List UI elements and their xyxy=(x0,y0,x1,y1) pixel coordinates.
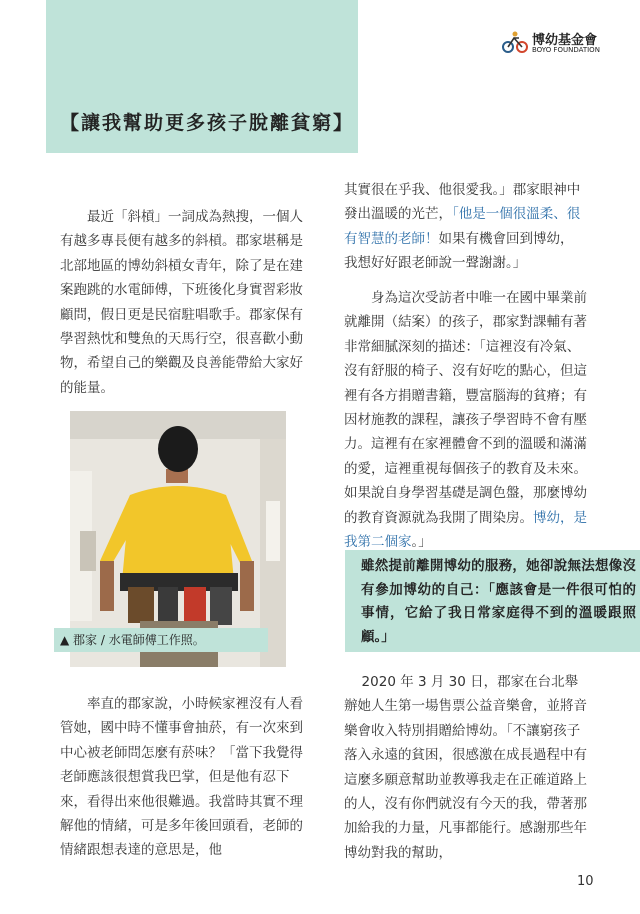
section-title: 【讓我幫助更多孩子脫離貧窮】 xyxy=(60,112,355,134)
pull-quote-box xyxy=(345,550,640,652)
boyo-bicycle-logo-icon xyxy=(502,30,528,54)
second-home-highlight: 博幼，是我第二個家 xyxy=(344,509,587,551)
story-paragraph: 率直的郡家說，小時候家裡沒有人看管她，國中時不懂事會抽菸，有一次來到中心被老師問怎麼有菸味？「當下我覺得老師應該很想賞我巴掌，但是他有忍下來，看得出來他很難過。我當時其實不理解他的情緒，可是多年後回頭看，老師的情緒跟想表達的意思是，他 xyxy=(60,696,303,859)
right-paragraph-1 xyxy=(344,178,586,276)
logo-subtitle: BOYO FOUNDATION xyxy=(532,46,600,54)
right-paragraph-3: 2020 年 3 月 30 日，郡家在台北舉辦她人生第一場售票公益音樂會，並將音樂會收入特別捐贈給博幼。「不讓窮孩子落入永遠的貧困，很感激在成長過程中有這麼多願意幫助並教導我走在正確道路上的人，沒有你們就沒有今天的我，帶著那加給我的力量，凡事都能行。感謝那些年博幼對我的幫助， xyxy=(344,674,587,861)
right-paragraph-2-text: 身為這次受訪者中唯一在國中畢業前就離開（結案）的孩子，郡家對課輔有著非常細膩深刻的描述：「這裡沒有冷氣、沒有舒服的椅子、沒有好吃的點心，但這裡有各方捐贈書籍，豐富腦海的貧瘠；有因材施教的課程，讓孩子學習時不會有壓力。這裡有在家裡體會不到的溫暖和滿滿的愛，這裡重視每個孩子的教育及未來。如果說自身學習基礎是調色盤，那麼博幼的教育資源就為我開了間染房。 xyxy=(344,290,587,526)
teacher-quote-highlight: 「他是一個很溫柔、很有智慧的老師！ xyxy=(344,206,581,247)
right-paragraph-1-end: 如果有機會回到博幼，我想好好跟老師說一聲謝謝。」 xyxy=(344,230,574,272)
photo-caption: ▲ 郡家 / 水電師傅工作照。 xyxy=(54,628,268,652)
intro-paragraph: 最近「斜槓」一詞成為熱搜，一個人有越多專長便有越多的斜槓。郡家堪稱是北部地區的博幼斜槓女青年，除了是在建案跑跳的水電師傅，下班後化身實習彩妝顧問，假日更是民宿駐唱歌手。郡家保有學習熱忱和雙魚的天馬行空，很喜歡小動物，希望自己的樂觀及良善能帶給大家好的能量。 xyxy=(60,209,303,396)
page-number: 10 xyxy=(577,874,594,889)
boyo-logo xyxy=(502,28,602,58)
pull-quote: 雖然提前離開博幼的服務，她卻說無法想像沒有參加博幼的自己：「應該會是一件很可怕的事情，它給了我日常家庭得不到的溫暖跟照顧。」 xyxy=(361,558,636,645)
title-banner xyxy=(46,0,358,153)
logo-name: 博幼基金會 xyxy=(532,33,598,48)
right-paragraph-2-end: 。」 xyxy=(411,534,432,551)
right-paragraph-1-text: 其實很在乎我、他很愛我。」郡家眼神中發出溫暖的光芒， xyxy=(344,182,581,223)
right-paragraph-2 xyxy=(344,286,588,554)
